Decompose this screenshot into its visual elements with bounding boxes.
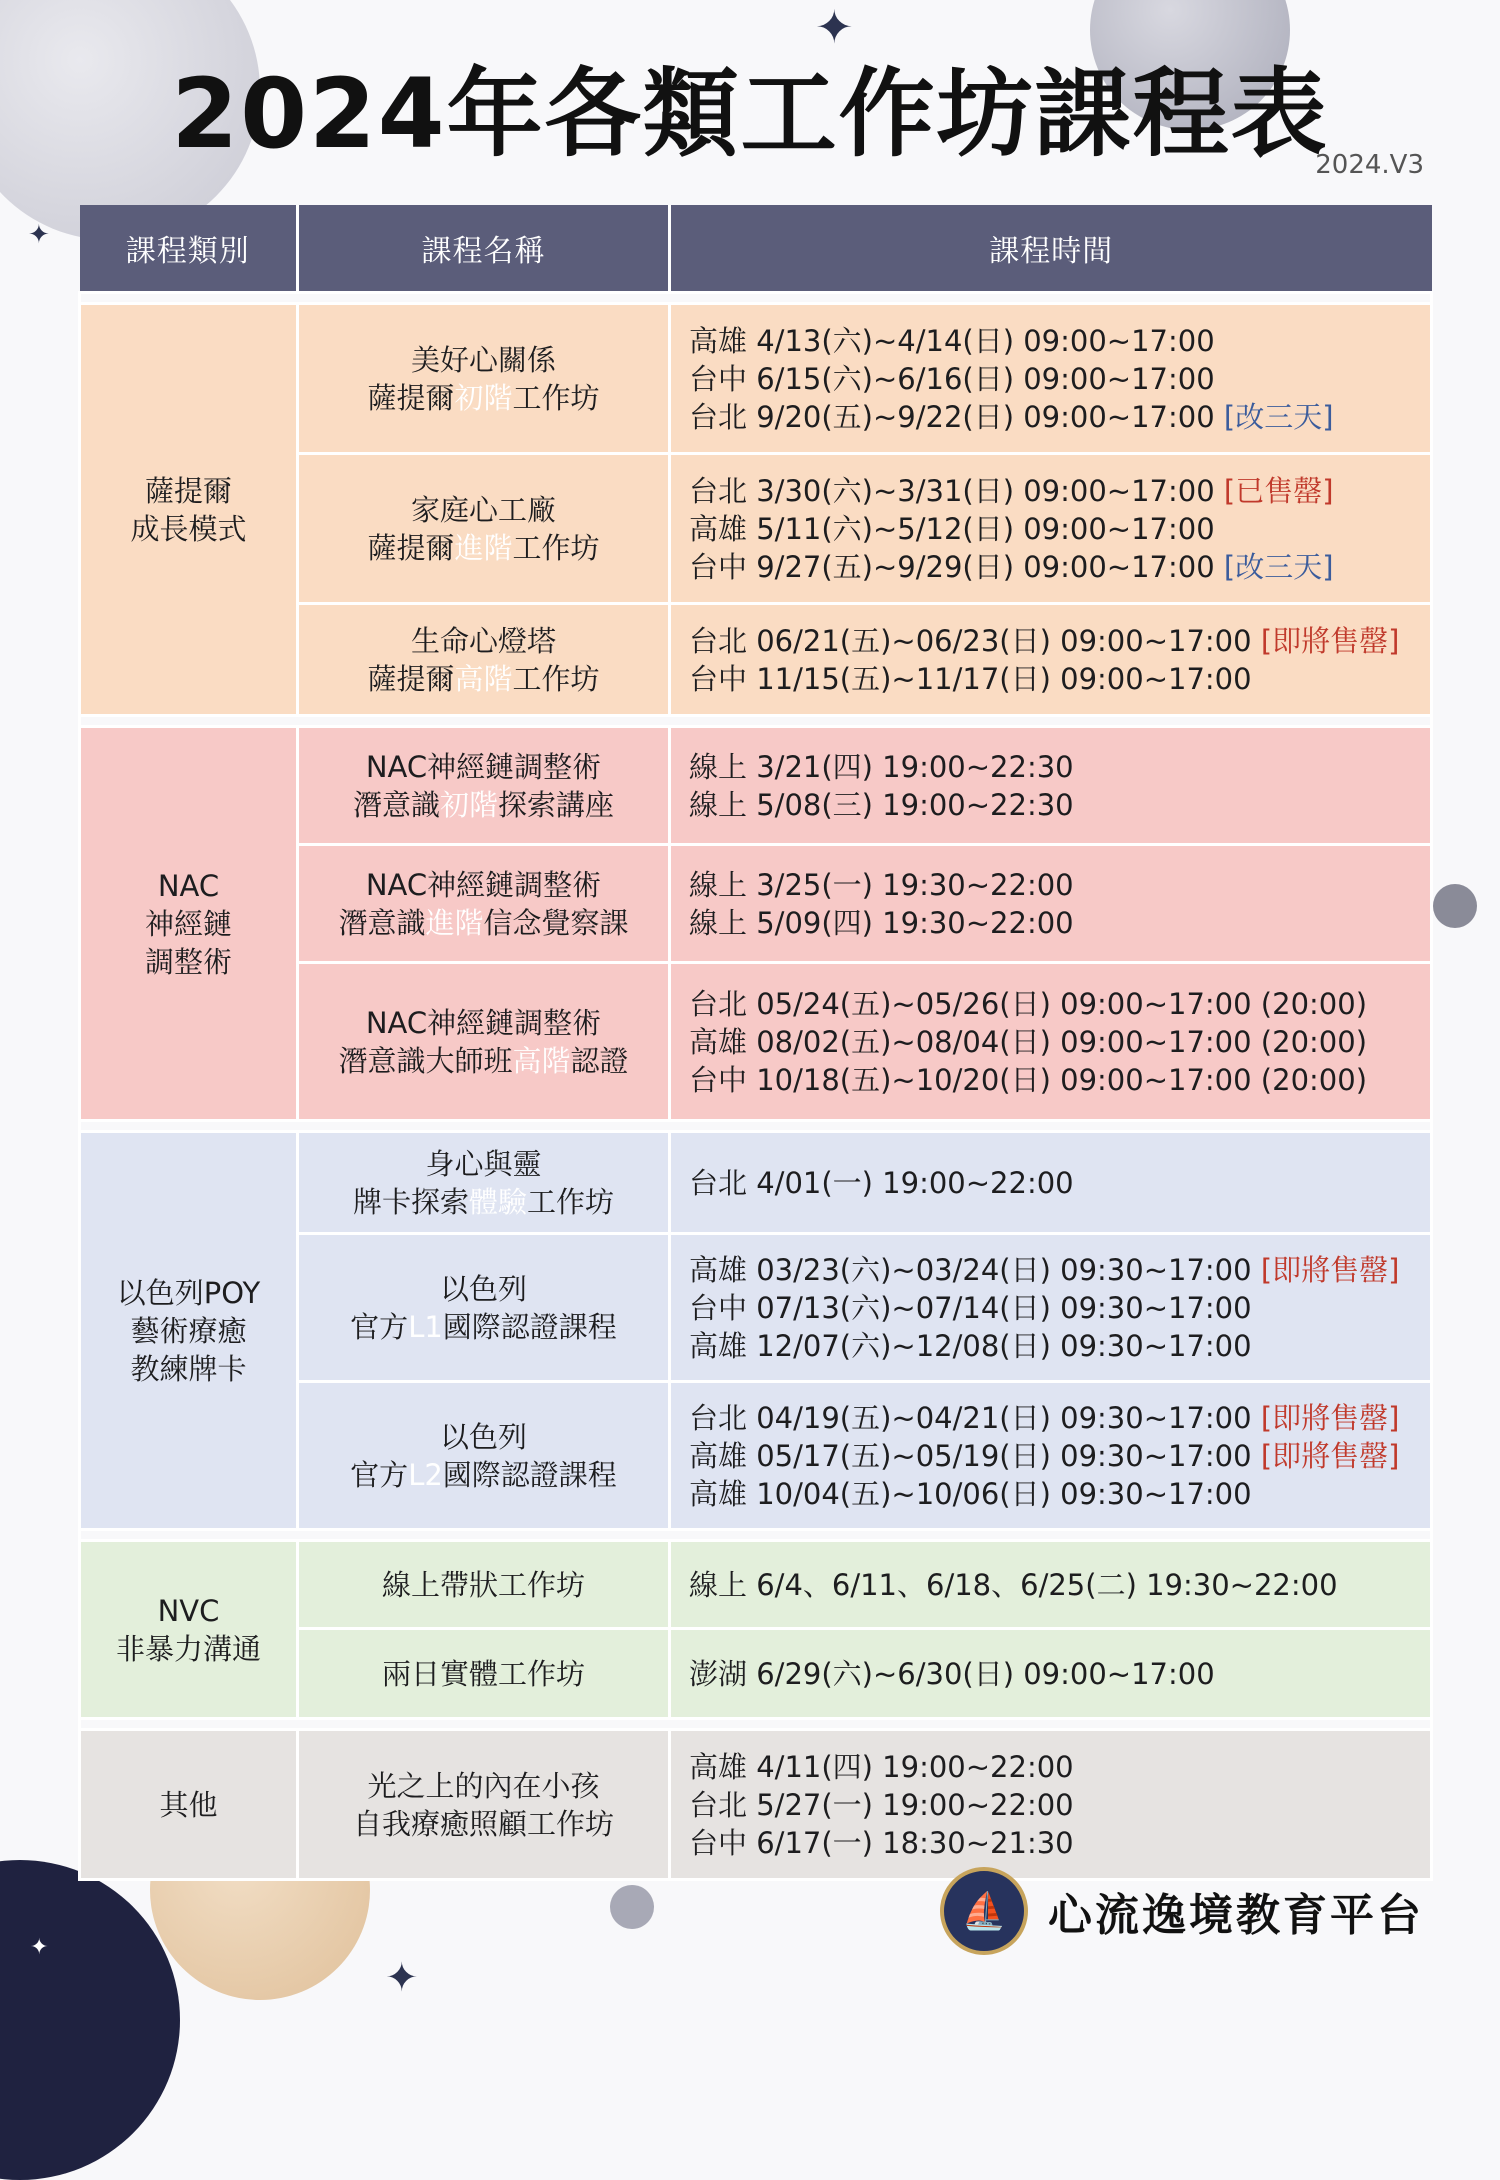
separator-cell — [80, 1719, 1432, 1730]
course-time-cell — [670, 1234, 1432, 1382]
table-row — [80, 1541, 1432, 1629]
column-header-category: 課程類別 — [80, 205, 298, 293]
course-subtitle-prefix: 潛意識大師班 — [338, 1043, 513, 1078]
course-level: 高階 — [454, 661, 513, 696]
course-title: 以色列 — [439, 1419, 527, 1454]
course-level: 體驗 — [468, 1184, 527, 1219]
separator-cell — [80, 716, 1432, 727]
status-badge: [改三天] — [1223, 549, 1334, 584]
status-badge: [即將售罄] — [1260, 1252, 1400, 1287]
course-title: 以色列 — [439, 1271, 527, 1306]
session-line — [689, 1399, 1429, 1437]
course-time-cell — [670, 1730, 1432, 1880]
course-time-cell — [670, 604, 1432, 716]
page-title: 2024年各類工作坊課程表 — [171, 58, 1329, 170]
session-line — [689, 1061, 1429, 1099]
course-level: 進階 — [454, 530, 513, 565]
star-icon: ✦ — [30, 1935, 49, 1960]
category-cell — [80, 304, 298, 716]
course-name-cell — [298, 1541, 670, 1629]
table-header-row — [80, 205, 1432, 293]
status-badge: [即將售罄] — [1260, 1400, 1400, 1435]
course-subtitle-prefix: 潛意識 — [338, 905, 426, 940]
category-cell — [80, 1730, 298, 1880]
category-cell — [80, 1132, 298, 1530]
session-text: 台北 05/24(五)~05/26(日) 09:00~17:00 (20:00) — [689, 986, 1368, 1021]
session-text: 高雄 10/04(五)~10/06(日) 09:30~17:00 — [689, 1476, 1252, 1511]
session-line — [689, 748, 1429, 786]
session-text: 高雄 4/13(六)~4/14(日) 09:00~17:00 — [689, 323, 1215, 358]
category-cell — [80, 727, 298, 1121]
course-subtitle — [300, 529, 667, 567]
session-text: 線上 6/4、6/11、6/18、6/25(二) 19:30~22:00 — [689, 1567, 1338, 1602]
session-line — [689, 904, 1429, 942]
course-subtitle-suffix: 信念覺察課 — [483, 905, 629, 940]
course-subtitle — [300, 1042, 667, 1080]
session-text: 台中 9/27(五)~9/29(日) 09:00~17:00 — [689, 549, 1215, 584]
status-badge: [即將售罄] — [1260, 623, 1400, 658]
separator-cell — [80, 1121, 1432, 1132]
course-time-cell — [670, 1382, 1432, 1530]
category-line: NVC — [157, 1593, 220, 1628]
course-title: 線上帶狀工作坊 — [381, 1567, 585, 1602]
session-line — [689, 1164, 1429, 1202]
course-subtitle — [300, 786, 667, 824]
course-subtitle-prefix: 官方 — [350, 1457, 409, 1492]
group-separator — [80, 1719, 1432, 1730]
course-title: 生命心燈塔 — [410, 623, 556, 658]
course-level: 高階 — [512, 1043, 571, 1078]
group-separator — [80, 716, 1432, 727]
table-row — [80, 1132, 1432, 1234]
course-level: 初階 — [439, 787, 498, 822]
session-text: 台中 6/17(一) 18:30~21:30 — [689, 1825, 1074, 1860]
session-text: 台中 11/15(五)~11/17(日) 09:00~17:00 — [689, 661, 1252, 696]
session-text: 高雄 03/23(六)~03/24(日) 09:30~17:00 — [689, 1252, 1252, 1287]
course-name-cell — [298, 604, 670, 716]
category-line: 其他 — [159, 1787, 218, 1822]
course-name-cell — [298, 1234, 670, 1382]
course-subtitle-prefix: 自我療癒照顧工作坊 — [352, 1806, 614, 1841]
session-line — [689, 1289, 1429, 1327]
course-subtitle — [300, 1308, 667, 1346]
session-line — [689, 510, 1429, 548]
course-name-cell — [298, 1132, 670, 1234]
course-name-cell — [298, 963, 670, 1121]
star-icon: ✦ — [385, 1955, 419, 2001]
table-row — [80, 1730, 1432, 1880]
session-line — [689, 1023, 1429, 1061]
session-text: 高雄 08/02(五)~08/04(日) 09:00~17:00 (20:00) — [689, 1024, 1368, 1059]
category-line: NAC — [157, 868, 220, 903]
course-subtitle — [300, 1805, 667, 1843]
course-level: 初階 — [454, 380, 513, 415]
column-header-time: 課程時間 — [670, 205, 1432, 293]
session-line — [689, 1327, 1429, 1365]
session-line — [689, 1655, 1429, 1693]
course-subtitle-prefix: 牌卡探索 — [352, 1184, 469, 1219]
category-line: 調整術 — [144, 944, 232, 979]
session-text: 台北 04/19(五)~04/21(日) 09:30~17:00 — [689, 1400, 1252, 1435]
category-line: 薩提爾 — [144, 473, 232, 508]
course-title: 身心與靈 — [425, 1146, 542, 1181]
session-text: 台北 5/27(一) 19:00~22:00 — [689, 1787, 1074, 1822]
session-text: 台北 4/01(一) 19:00~22:00 — [689, 1165, 1074, 1200]
course-name-cell — [298, 454, 670, 604]
decorative-dot-right — [1433, 884, 1477, 928]
star-icon: ✦ — [815, 0, 854, 54]
session-line — [689, 548, 1429, 586]
session-text: 高雄 05/17(五)~05/19(日) 09:30~17:00 — [689, 1438, 1252, 1473]
session-line — [689, 1475, 1429, 1513]
course-time-cell — [670, 454, 1432, 604]
course-title: NAC神經鏈調整術 — [365, 1005, 602, 1040]
session-line — [689, 622, 1429, 660]
course-subtitle — [300, 660, 667, 698]
session-text: 台中 6/15(六)~6/16(日) 09:00~17:00 — [689, 361, 1215, 396]
session-text: 高雄 4/11(四) 19:00~22:00 — [689, 1749, 1074, 1784]
course-name-cell — [298, 1382, 670, 1530]
version-label: 2024.V3 — [1315, 150, 1424, 180]
course-subtitle-suffix: 工作坊 — [512, 661, 600, 696]
course-schedule-table — [78, 205, 1433, 1881]
course-title: 家庭心工廠 — [410, 492, 556, 527]
category-line: 成長模式 — [130, 511, 247, 546]
table-body — [80, 293, 1432, 1880]
session-text: 台北 3/30(六)~3/31(日) 09:00~17:00 — [689, 473, 1215, 508]
session-line — [689, 1437, 1429, 1475]
course-time-cell — [670, 1629, 1432, 1719]
course-subtitle-prefix: 薩提爾 — [367, 661, 455, 696]
course-time-cell — [670, 304, 1432, 454]
course-time-cell — [670, 1132, 1432, 1234]
session-line — [689, 786, 1429, 824]
course-subtitle-suffix: 國際認證課程 — [442, 1457, 617, 1492]
course-subtitle — [300, 904, 667, 942]
course-subtitle-prefix: 官方 — [350, 1309, 409, 1344]
course-subtitle — [300, 1183, 667, 1221]
brand-name: 心流逸境教育平台 — [1048, 1890, 1424, 1941]
course-subtitle-suffix: 工作坊 — [512, 380, 600, 415]
table-row — [80, 727, 1432, 845]
separator-cell — [80, 293, 1432, 304]
course-subtitle-suffix: 工作坊 — [527, 1184, 615, 1219]
decorative-dot-bottom — [610, 1885, 654, 1929]
session-text: 澎湖 6/29(六)~6/30(日) 09:00~17:00 — [689, 1656, 1215, 1691]
course-name-cell — [298, 845, 670, 963]
footer-branding — [940, 1867, 1424, 1955]
course-subtitle — [300, 379, 667, 417]
group-separator — [80, 293, 1432, 304]
course-time-cell — [670, 1541, 1432, 1629]
category-line: 以色列POY — [116, 1275, 261, 1310]
session-line — [689, 1824, 1429, 1862]
course-name-cell — [298, 304, 670, 454]
session-line — [689, 398, 1429, 436]
course-level: L2 — [408, 1457, 443, 1492]
session-line — [689, 1786, 1429, 1824]
course-time-cell — [670, 963, 1432, 1121]
course-time-cell — [670, 727, 1432, 845]
course-subtitle-suffix: 探索講座 — [498, 787, 615, 822]
course-name-cell — [298, 1730, 670, 1880]
session-line — [689, 1251, 1429, 1289]
session-text: 線上 5/08(三) 19:00~22:30 — [689, 787, 1074, 822]
course-subtitle-suffix: 工作坊 — [512, 530, 600, 565]
course-level: L1 — [408, 1309, 443, 1344]
course-name-cell — [298, 727, 670, 845]
course-level: 進階 — [425, 905, 484, 940]
session-line — [689, 1748, 1429, 1786]
session-text: 台中 07/13(六)~07/14(日) 09:30~17:00 — [689, 1290, 1252, 1325]
star-icon: ✦ — [28, 220, 50, 250]
course-subtitle-suffix: 國際認證課程 — [442, 1309, 617, 1344]
session-text: 台北 9/20(五)~9/22(日) 09:00~17:00 — [689, 399, 1215, 434]
session-text: 高雄 12/07(六)~12/08(日) 09:30~17:00 — [689, 1328, 1252, 1363]
group-separator — [80, 1121, 1432, 1132]
session-line — [689, 660, 1429, 698]
session-line — [689, 1566, 1429, 1604]
category-line: 神經鏈 — [144, 906, 232, 941]
session-line — [689, 866, 1429, 904]
status-badge: [改三天] — [1223, 399, 1334, 434]
session-line — [689, 322, 1429, 360]
course-title: NAC神經鏈調整術 — [365, 867, 602, 902]
separator-cell — [80, 1530, 1432, 1541]
category-line: 教練牌卡 — [130, 1351, 247, 1386]
course-title: 美好心關係 — [410, 342, 556, 377]
course-subtitle — [300, 1456, 667, 1494]
status-badge: [已售罄] — [1223, 473, 1334, 508]
column-header-name: 課程名稱 — [298, 205, 670, 293]
course-name-cell — [298, 1629, 670, 1719]
session-line — [689, 472, 1429, 510]
course-subtitle-prefix: 薩提爾 — [367, 380, 455, 415]
session-text: 台中 10/18(五)~10/20(日) 09:00~17:00 (20:00) — [689, 1062, 1368, 1097]
course-time-cell — [670, 845, 1432, 963]
course-subtitle-prefix: 潛意識 — [352, 787, 440, 822]
course-title: 光之上的內在小孩 — [367, 1768, 600, 1803]
course-subtitle-suffix: 認證 — [570, 1043, 629, 1078]
category-line: 非暴力溝通 — [115, 1631, 261, 1666]
table-row — [80, 304, 1432, 454]
session-line — [689, 360, 1429, 398]
status-badge: [即將售罄] — [1260, 1438, 1400, 1473]
course-subtitle-prefix: 薩提爾 — [367, 530, 455, 565]
session-text: 線上 3/25(一) 19:30~22:00 — [689, 867, 1074, 902]
session-text: 高雄 5/11(六)~5/12(日) 09:00~17:00 — [689, 511, 1215, 546]
course-title: 兩日實體工作坊 — [381, 1656, 585, 1691]
session-line — [689, 985, 1429, 1023]
session-text: 線上 3/21(四) 19:00~22:30 — [689, 749, 1074, 784]
session-text: 線上 5/09(四) 19:30~22:00 — [689, 905, 1074, 940]
category-line: 藝術療癒 — [130, 1313, 247, 1348]
group-separator — [80, 1530, 1432, 1541]
session-text: 台北 06/21(五)~06/23(日) 09:00~17:00 — [689, 623, 1252, 658]
sailboat-logo-icon: ⛵ — [940, 1867, 1028, 1955]
course-title: NAC神經鏈調整術 — [365, 749, 602, 784]
category-cell — [80, 1541, 298, 1719]
